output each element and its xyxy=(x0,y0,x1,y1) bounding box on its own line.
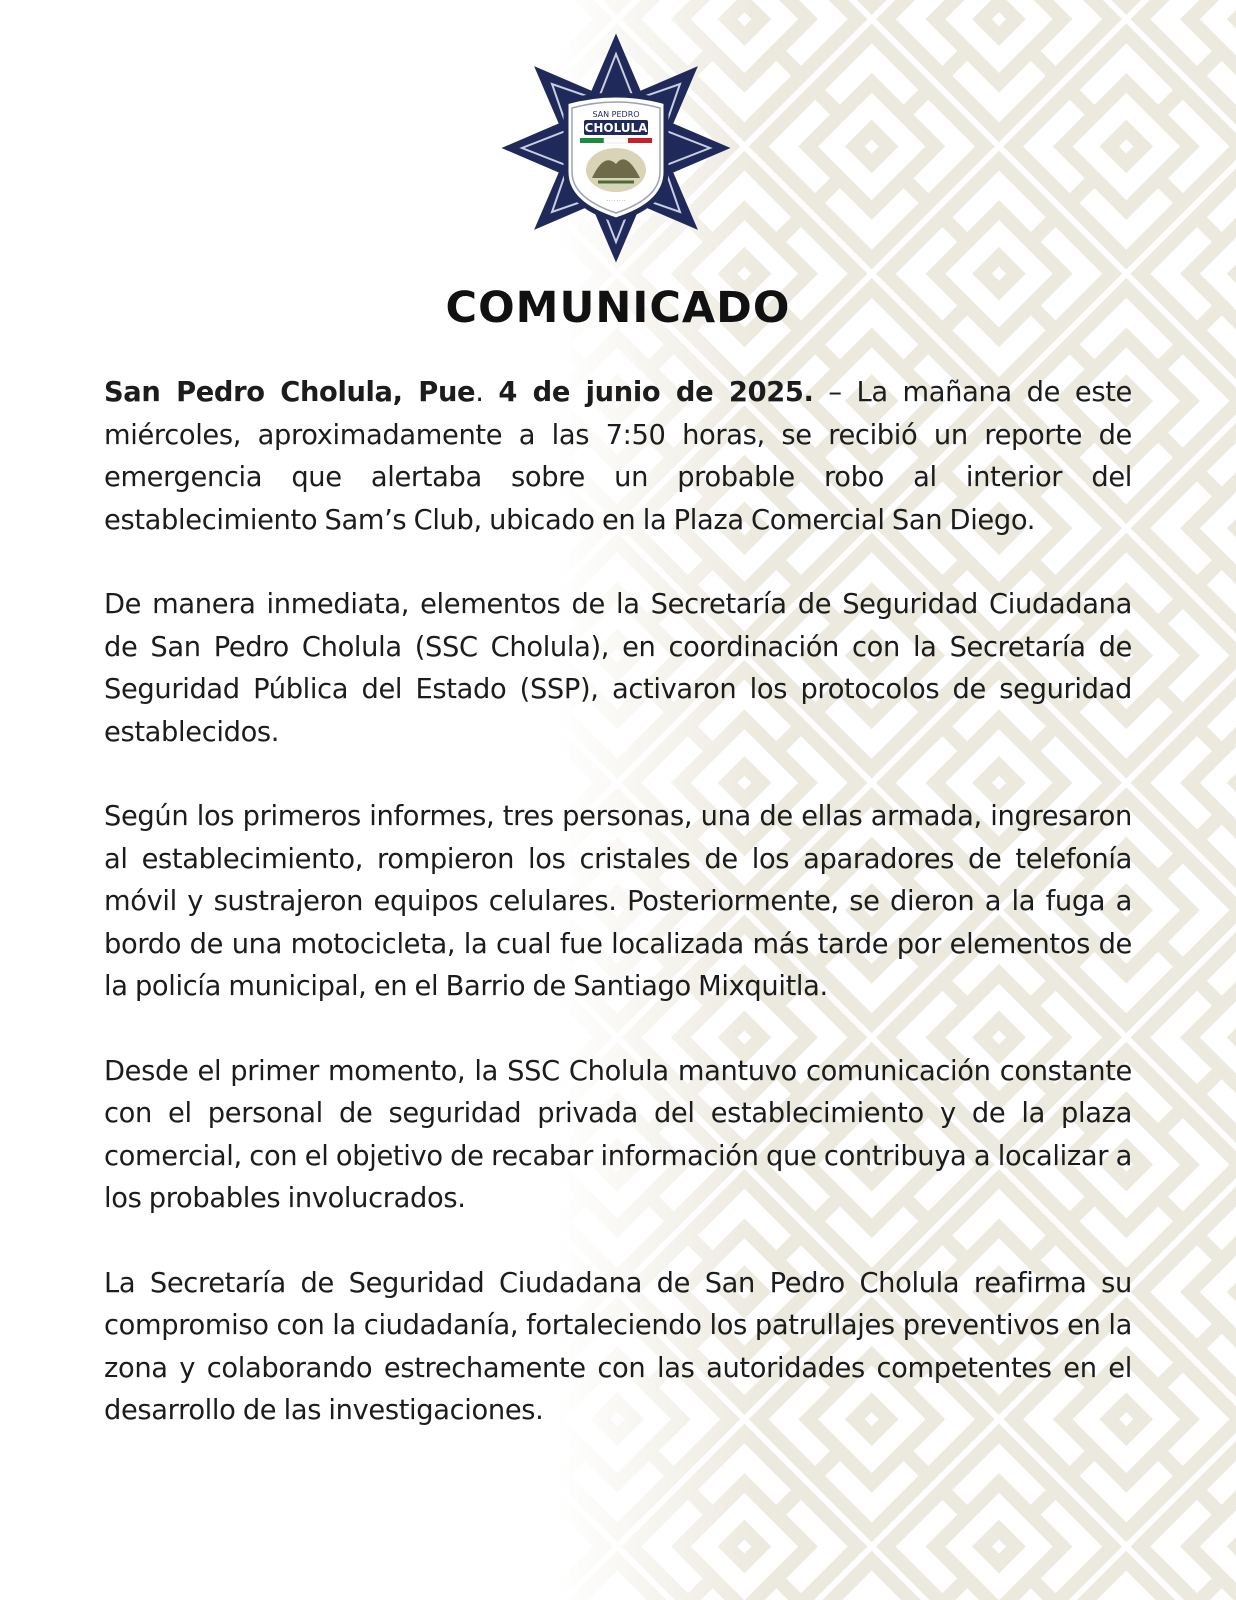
document-title: COMUNICADO xyxy=(445,283,791,333)
paragraph-1 xyxy=(104,372,1132,542)
paragraph-1-text: – La mañana de este miércoles, aproximadamente a las 7:50 horas, se recibió un reporte de emergencia que alertaba sobre un probable robo al interior del establecimiento Sam’s Club, ubicado en la Plaza Comercial San Diego. xyxy=(104,377,1132,536)
svg-text:SAN PEDRO: SAN PEDRO xyxy=(592,110,640,119)
svg-text:· · · · · · · ·: · · · · · · · · xyxy=(606,198,626,203)
paragraph-5: La Secretaría de Seguridad Ciudadana de San Pedro Cholula reafirma su compromiso con la ciudadanía, fortaleciendo los patrullajes preventivos en la zona y colaborando estrechamente con las autoridades competentes en el desarrollo de las investigaciones. xyxy=(104,1267,1132,1426)
svg-text:CHOLULA: CHOLULA xyxy=(584,121,648,135)
dateline-separator: . xyxy=(475,377,499,408)
dateline-place: San Pedro Cholula, Pue xyxy=(104,377,476,408)
dateline-date: 4 de junio de 2025. xyxy=(498,377,814,408)
paragraph-4: Desde el primer momento, la SSC Cholula mantuvo comunicación constante con el personal de seguridad privada del establecimiento y de la plaza comercial, con el objetivo de recabar información que contribuya a localizar a los probables involucrados. xyxy=(104,1055,1132,1214)
police-star-badge-icon xyxy=(500,32,732,264)
paragraph-3: Según los primeros informes, tres personas, una de ellas armada, ingresaron al establecimiento, rompieron los cristales de los aparadores de telefonía móvil y sustrajeron equipos celulares. Posteriormente, se dieron a la fuga a bordo de una motocicleta, la cual fue localizada más tarde por elementos de la policía municipal, en el Barrio de Santiago Mixquitla. xyxy=(104,801,1132,1002)
paragraph-2: De manera inmediata, elementos de la Secretaría de Seguridad Ciudadana de San Pedro Cholula (SSC Cholula), en coordinación con la Secretaría de Seguridad Pública del Estado (SSP), activaron los protocolos de seguridad establecidos. xyxy=(104,589,1132,748)
document-body xyxy=(104,372,1132,1475)
